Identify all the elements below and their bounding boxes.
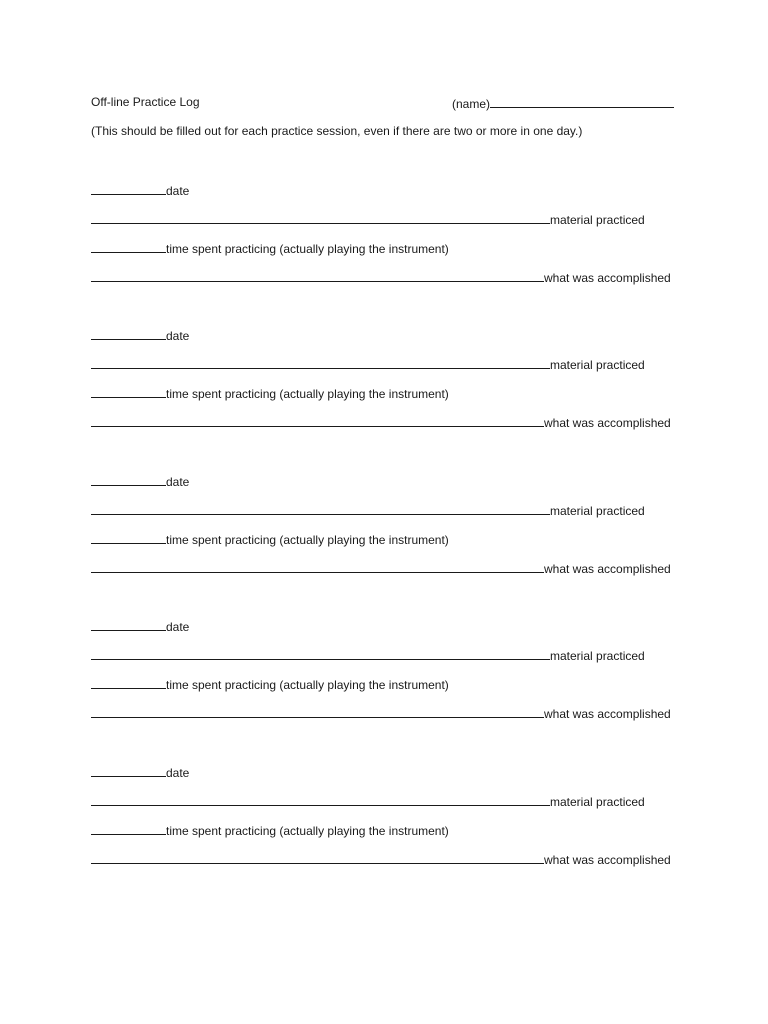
date-row bbox=[91, 764, 189, 780]
time-label: time spent practicing (actually playing the instrument) bbox=[166, 387, 449, 401]
date-blank[interactable] bbox=[91, 182, 166, 195]
time-blank[interactable] bbox=[91, 822, 166, 835]
name-label: (name) bbox=[452, 97, 491, 111]
material-blank[interactable] bbox=[91, 502, 550, 515]
accomplished-label: what was accomplished bbox=[544, 562, 671, 576]
date-blank[interactable] bbox=[91, 618, 166, 631]
material-row bbox=[91, 793, 645, 809]
page-title: Off-line Practice Log bbox=[91, 95, 200, 109]
date-blank[interactable] bbox=[91, 327, 166, 340]
time-row bbox=[91, 822, 449, 838]
accomplished-label: what was accomplished bbox=[544, 271, 671, 285]
accomplished-blank[interactable] bbox=[91, 269, 544, 282]
date-label: date bbox=[166, 329, 190, 343]
accomplished-row bbox=[91, 560, 671, 576]
log-entry bbox=[0, 764, 768, 884]
accomplished-blank[interactable] bbox=[91, 414, 544, 427]
log-entry bbox=[0, 327, 768, 447]
log-entry bbox=[0, 473, 768, 593]
time-row bbox=[91, 531, 449, 547]
material-label: material practiced bbox=[550, 795, 645, 809]
material-label: material practiced bbox=[550, 649, 645, 663]
accomplished-label: what was accomplished bbox=[544, 416, 671, 430]
material-blank[interactable] bbox=[91, 356, 550, 369]
date-row bbox=[91, 327, 189, 343]
accomplished-blank[interactable] bbox=[91, 705, 544, 718]
material-blank[interactable] bbox=[91, 793, 550, 806]
name-field bbox=[452, 95, 674, 111]
date-label: date bbox=[166, 766, 190, 780]
material-label: material practiced bbox=[550, 213, 645, 227]
material-row bbox=[91, 211, 645, 227]
time-blank[interactable] bbox=[91, 531, 166, 544]
date-label: date bbox=[166, 620, 190, 634]
date-row bbox=[91, 618, 189, 634]
date-row bbox=[91, 473, 189, 489]
date-row bbox=[91, 182, 189, 198]
accomplished-row bbox=[91, 269, 671, 285]
time-label: time spent practicing (actually playing the instrument) bbox=[166, 678, 449, 692]
time-label: time spent practicing (actually playing the instrument) bbox=[166, 242, 449, 256]
time-blank[interactable] bbox=[91, 240, 166, 253]
material-row bbox=[91, 647, 645, 663]
material-blank[interactable] bbox=[91, 211, 550, 224]
time-row bbox=[91, 676, 449, 692]
time-label: time spent practicing (actually playing the instrument) bbox=[166, 533, 449, 547]
date-blank[interactable] bbox=[91, 764, 166, 777]
time-blank[interactable] bbox=[91, 385, 166, 398]
log-entry bbox=[0, 618, 768, 738]
accomplished-row bbox=[91, 414, 671, 430]
log-entry bbox=[0, 182, 768, 302]
material-blank[interactable] bbox=[91, 647, 550, 660]
instructions-text: (This should be filled out for each practice session, even if there are two or more in one day.) bbox=[91, 124, 583, 138]
accomplished-blank[interactable] bbox=[91, 851, 544, 864]
name-blank[interactable] bbox=[490, 95, 674, 108]
time-label: time spent practicing (actually playing the instrument) bbox=[166, 824, 449, 838]
accomplished-row bbox=[91, 705, 671, 721]
date-label: date bbox=[166, 475, 190, 489]
accomplished-row bbox=[91, 851, 671, 867]
material-row bbox=[91, 502, 645, 518]
accomplished-label: what was accomplished bbox=[544, 707, 671, 721]
accomplished-label: what was accomplished bbox=[544, 853, 671, 867]
material-label: material practiced bbox=[550, 358, 645, 372]
time-row bbox=[91, 240, 449, 256]
material-row bbox=[91, 356, 645, 372]
time-blank[interactable] bbox=[91, 676, 166, 689]
material-label: material practiced bbox=[550, 504, 645, 518]
date-blank[interactable] bbox=[91, 473, 166, 486]
time-row bbox=[91, 385, 449, 401]
accomplished-blank[interactable] bbox=[91, 560, 544, 573]
date-label: date bbox=[166, 184, 190, 198]
